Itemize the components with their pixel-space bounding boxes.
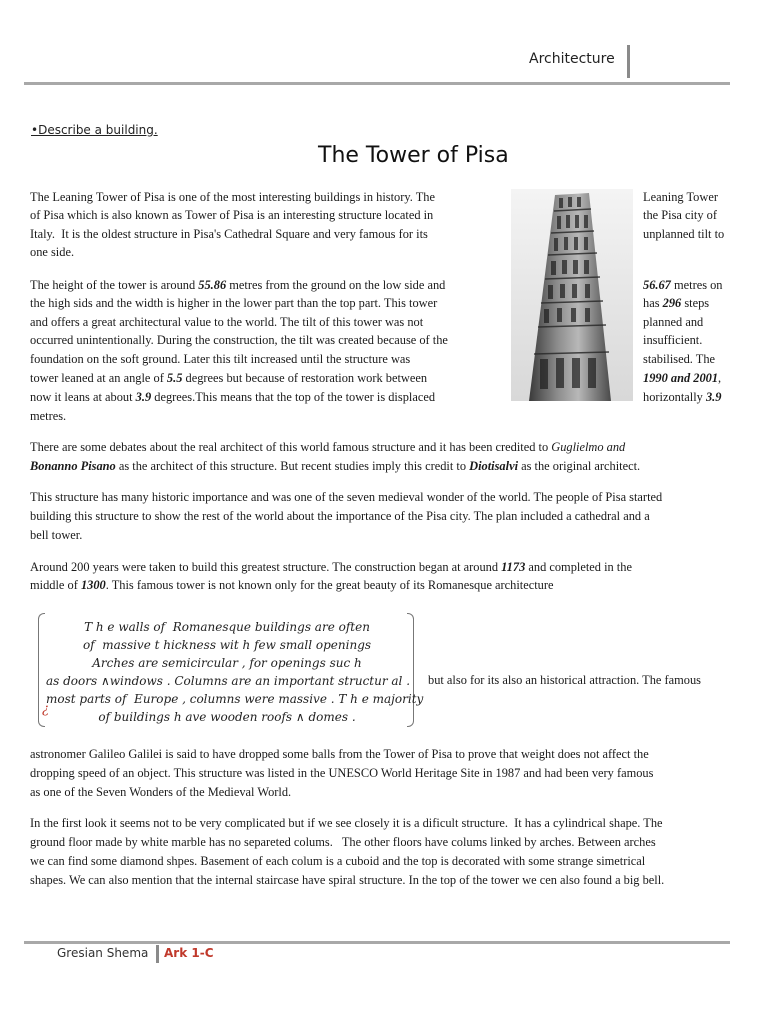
- paragraph-height-line: occurred unintentionally. During the construction, the tilt was created because of the: [30, 333, 448, 347]
- paragraph-height-line: the high sids and the width is higher in the lower part than the top part. This tower: [30, 296, 438, 310]
- paragraph-height-line: The height of the tower is around 55.86 metres from the ground on the low side and: [30, 278, 446, 292]
- paragraph-intro-line: one side.: [30, 245, 75, 259]
- paragraph-height-right-line: has 296 steps: [643, 296, 710, 310]
- quote-side-text: but also for its also an historical attraction. The famous: [428, 673, 701, 687]
- paragraph-height-right-line: 56.67 metres on: [643, 278, 723, 292]
- romanesque-quote-box: [38, 613, 424, 725]
- paragraph-height-right-line: horizontally 3.9: [643, 390, 722, 404]
- quote-line: as doors ∧windows . Columns are an important structur al .: [46, 674, 411, 688]
- paragraph-history-line: This structure has many historic importance and was one of the seven medieval wonder of the world. The people of Pisa started: [30, 490, 663, 504]
- quote-line: Arches are semicircular , for openings suc h: [92, 656, 362, 670]
- paragraph-height-right-line: planned and: [643, 315, 704, 329]
- paragraph-height-right-line: stabilised. The: [643, 352, 716, 366]
- quote-line: most parts of Europe , columns were massive . T h e majority: [46, 692, 424, 706]
- paragraph-intro-line: The Leaning Tower of Pisa is one of the most interesting buildings in history. The: [30, 190, 435, 204]
- quote-right-bracket: [407, 613, 414, 727]
- paragraph-structure-line: we can find some diamond shpes. Basement of each colum is a cuboid and the top is decorated with some strange simetrical: [30, 854, 646, 868]
- paragraph-height-line: and offers a great architectural value to the world. The tilt of this tower was not: [30, 315, 424, 329]
- footer-class-label: Ark 1-C: [164, 946, 214, 960]
- footer-author-name: Gresian Shema: [57, 946, 149, 960]
- paragraph-height-right-line: insufficient.: [643, 333, 703, 347]
- paragraph-intro-right-line: the Pisa city of: [643, 208, 717, 222]
- paragraph-intro-line: Italy. It is the oldest structure in Pisa's Cathedral Square and very famous for its: [30, 227, 428, 241]
- paragraph-height-right-line: 1990 and 2001,: [643, 371, 722, 385]
- page-title: The Tower of Pisa: [318, 143, 509, 168]
- paragraph-height-line: metres.: [30, 409, 67, 423]
- paragraph-galileo-line: as one of the Seven Wonders of the Medieval World.: [30, 785, 292, 799]
- quote-error-mark: ¿: [42, 702, 49, 717]
- paragraph-galileo-line: dropping speed of an object. This structure was listed in the UNESCO World Heritage Site in 1987 and had been very famous: [30, 766, 654, 780]
- paragraph-intro-right-line: unplanned tilt to: [643, 227, 725, 241]
- paragraph-structure-line: In the first look it seems not to be very complicated but if we see closely it is a dificult structure. It has a cylindrical shape. The: [30, 816, 663, 830]
- quote-line: T h e walls of Romanesque buildings are often: [84, 620, 370, 634]
- paragraph-structure-line: shapes. We can also mention that the internal staircase have spiral structure. In the top of the tower we cen also found a big bell.: [30, 873, 665, 887]
- paragraph-history-line: bell tower.: [30, 528, 83, 542]
- task-prompt: •Describe a building.: [31, 123, 158, 137]
- paragraph-height-line: tower leaned at an angle of 5.5 degrees but because of restoration work between: [30, 371, 428, 385]
- paragraph-height-line: now it leans at about 3.9 degrees.This means that the top of the tower is displaced: [30, 390, 436, 404]
- tower-photo: [511, 189, 633, 401]
- paragraph-intro-line: of Pisa which is also known as Tower of Pisa is an interesting structure located in: [30, 208, 434, 222]
- paragraph-history-line: building this structure to show the rest of the world about the importance of the Pisa city. The plan included a cathedral and a: [30, 509, 650, 523]
- paragraph-galileo-line: astronomer Galileo Galilei is said to have dropped some balls from the Tower of Pisa to prove that weight does not affect the: [30, 747, 649, 761]
- paragraph-architect-line: Bonanno Pisano as the architect of this structure. But recent studies imply this credit to Diotisalvi as the original architect.: [30, 459, 641, 473]
- paragraph-construction-line: Around 200 years were taken to build this greatest structure. The construction began at around 1173 and completed in the: [30, 560, 632, 574]
- paragraph-structure-line: ground floor made by white marble has no separeted colums. The other floors have colums linked by arches. Between arches: [30, 835, 656, 849]
- header-section-label: Architecture: [529, 51, 615, 67]
- header-rule: [24, 82, 730, 85]
- paragraph-architect-line: There are some debates about the real architect of this world famous structure and it has been credited to Guglielmo and: [30, 440, 626, 454]
- paragraph-intro-right-line: Leaning Tower: [643, 190, 718, 204]
- quote-line: of massive t hickness wit h few small openings: [82, 638, 372, 652]
- footer-divider: [156, 945, 159, 963]
- header-divider: [627, 45, 630, 78]
- quote-line: of buildings h ave wooden roofs ∧ domes .: [98, 710, 356, 724]
- footer-rule: [24, 941, 730, 944]
- paragraph-height-line: foundation on the soft ground. Later this tilt increased until the structure was: [30, 352, 411, 366]
- paragraph-construction-line: middle of 1300. This famous tower is not known only for the great beauty of its Romanesque architecture: [30, 578, 554, 592]
